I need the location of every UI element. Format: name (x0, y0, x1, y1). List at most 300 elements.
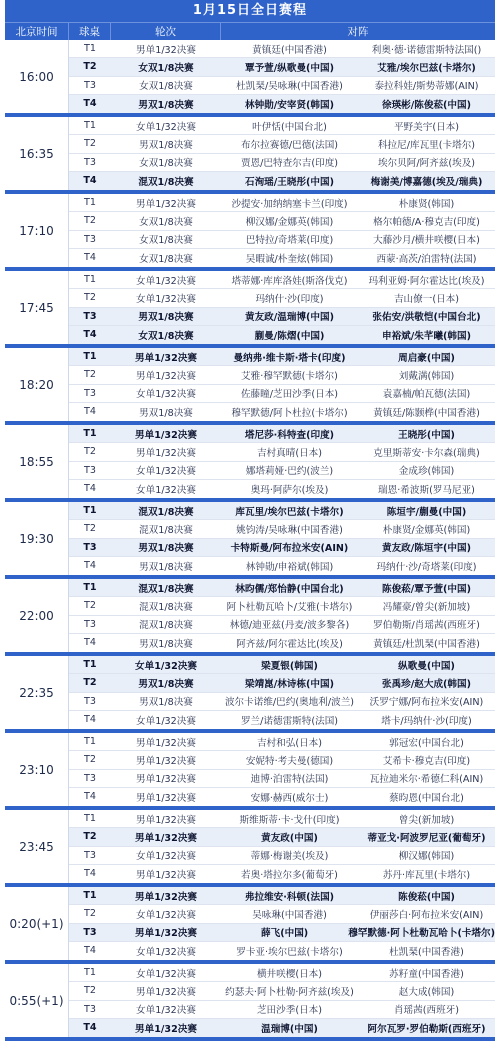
table-number: T2 (84, 446, 96, 458)
table-number: T2 (83, 677, 97, 689)
table-number: T1 (84, 967, 96, 979)
player-right: 蒂亚戈·阿波罗尼亚(葡萄牙) (367, 832, 486, 844)
match-row (69, 733, 495, 751)
header-time: 北京时间 (5, 23, 69, 40)
match-row (69, 194, 495, 212)
match-row (69, 982, 495, 1000)
player-right: 沃罗宁娜/阿布拉米安(AIN) (369, 697, 484, 709)
match-rows (69, 271, 495, 344)
player-left: 穆罕默德/阿卜杜拉(卡塔尔) (231, 407, 348, 419)
time-slot: 0:20(+1) (5, 887, 69, 960)
time-block (5, 733, 495, 810)
match-rows (69, 964, 495, 1037)
round-label: 混双1/8决赛 (138, 506, 194, 518)
round-label: 男双1/8决赛 (138, 678, 194, 690)
round-label: 混双1/8决赛 (138, 583, 194, 595)
player-right: 瓦拉迪米尔·希德仁科(AIN) (369, 774, 484, 786)
player-left: 梁靖崑/林诗栋(中国) (244, 678, 335, 690)
player-left: 约瑟夫·阿卜杜勒·阿齐兹(埃及) (225, 986, 354, 998)
player-right: 曾尖(新加坡) (398, 814, 455, 826)
match-rows (69, 40, 495, 113)
match-row (69, 117, 495, 135)
round-label: 女双1/8决赛 (138, 330, 194, 342)
page-title: 1月15日全日赛程 (5, 0, 495, 22)
match-row (69, 770, 495, 788)
player-left: 罗兰/诺德雷斯特(法国) (240, 715, 339, 727)
player-right: 平野美宇(日本) (393, 121, 460, 133)
player-left: 艾雅·穆罕默德(卡塔尔) (241, 370, 338, 382)
match-rows (69, 502, 495, 575)
table-number: T3 (84, 695, 96, 707)
player-right: 埃尔贝阿/阿齐兹(埃及) (377, 158, 476, 170)
round-label: 女单1/32决赛 (136, 121, 196, 133)
time-slot: 0:55(+1) (5, 964, 69, 1037)
player-right: 金成珍(韩国) (398, 466, 455, 478)
round-label: 男双1/8决赛 (139, 697, 193, 709)
table-number: T4 (84, 868, 96, 880)
table-number: T4 (84, 252, 96, 264)
table-number: T4 (83, 175, 97, 187)
round-label: 女双1/8决赛 (138, 62, 194, 74)
table-number: T3 (84, 618, 96, 630)
time-slot: 22:00 (5, 579, 69, 652)
round-label: 男双1/8决赛 (138, 99, 194, 111)
player-right: 梅谢美/博嘉德(埃及/瑞典) (370, 176, 483, 188)
time-slot: 16:35 (5, 117, 69, 190)
match-row (69, 40, 495, 58)
time-block (5, 656, 495, 733)
table-number: T4 (84, 714, 96, 726)
match-row (69, 616, 495, 634)
match-row (69, 77, 495, 95)
player-left: 蒂娜·梅谢美(埃及) (250, 851, 329, 863)
match-row (69, 597, 495, 615)
time-slot: 18:55 (5, 425, 69, 498)
match-row (69, 905, 495, 923)
player-left: 黄友政/温瑞博(中国) (244, 312, 335, 324)
player-right: 瑞恩·希波斯(罗马尼亚) (378, 484, 475, 496)
table-number: T2 (84, 138, 96, 150)
round-label: 女单1/32决赛 (136, 946, 196, 958)
match-row (69, 462, 495, 480)
match-row (69, 308, 495, 326)
match-row (69, 135, 495, 153)
player-right: 吉山僚一(日本) (393, 293, 460, 305)
match-row (69, 557, 495, 575)
round-label: 女单1/32决赛 (136, 293, 196, 305)
round-label: 女单1/32决赛 (135, 660, 197, 672)
player-left: 蒯曼/陈熠(中国) (254, 330, 325, 342)
player-right: 玛利亚姆·阿尔霍达比(埃及) (368, 275, 485, 287)
round-label: 男单1/32决赛 (135, 891, 197, 903)
table-number: T2 (84, 523, 96, 535)
match-rows (69, 656, 495, 729)
time-slot: 18:20 (5, 348, 69, 421)
time-block (5, 964, 495, 1041)
header-table: 球桌 (69, 23, 111, 40)
header-matchup: 对阵 (347, 26, 369, 38)
round-label: 男单1/32决赛 (136, 774, 196, 786)
match-rows (69, 117, 495, 190)
player-left: 吴暇诚/朴奎炫(韩国) (245, 253, 334, 265)
round-label: 混双1/8决赛 (139, 601, 193, 613)
player-right: 罗伯勒斯/肖瑶茜(西班牙) (373, 620, 480, 632)
match-row (69, 539, 495, 557)
player-right: 杜凯琹(中国香港) (389, 946, 464, 958)
player-left: 斯维斯蒂·卡·戈什(印度) (239, 814, 340, 826)
round-label: 男单1/32决赛 (135, 832, 197, 844)
match-row (69, 751, 495, 769)
round-label: 男单1/32决赛 (136, 792, 196, 804)
time-block (5, 40, 495, 117)
player-left: 罗卡亚·埃尔巴兹(卡塔尔) (236, 946, 343, 958)
player-right: 陈俊菘/覃予萱(中国) (381, 583, 472, 595)
player-right: 张禹珍/赵大成(韩国) (381, 678, 472, 690)
player-right: 艾希卡·穆克吉(印度) (382, 755, 471, 767)
round-label: 男双1/8决赛 (139, 638, 193, 650)
player-left: 弗拉维安·科顿(法国) (244, 891, 335, 903)
match-row (69, 326, 495, 344)
time-slot: 19:30 (5, 502, 69, 575)
player-right: 科拉尼/库瓦里(卡塔尔) (377, 139, 476, 151)
table-number: T4 (83, 329, 97, 341)
round-label: 女单1/32决赛 (136, 466, 196, 478)
round-label: 女单1/32决赛 (136, 851, 196, 863)
match-rows (69, 733, 495, 806)
table-number: T2 (83, 831, 97, 843)
table-number: T3 (84, 464, 96, 476)
table-number: T2 (84, 908, 96, 920)
round-label: 男双1/8决赛 (139, 139, 193, 151)
match-row (69, 289, 495, 307)
round-label: 男单1/32决赛 (136, 755, 196, 767)
table-number: T3 (84, 772, 96, 784)
match-row (69, 231, 495, 249)
round-label: 女单1/32决赛 (136, 715, 196, 727)
table-number: T3 (84, 233, 96, 245)
player-left: 林德/迪亚兹(丹麦/波多黎各) (229, 620, 350, 632)
round-label: 女单1/32决赛 (136, 484, 196, 496)
time-block (5, 425, 495, 502)
time-slot: 17:10 (5, 194, 69, 267)
player-right: 苏籽童(中国香港) (389, 968, 464, 980)
table-number: T3 (83, 926, 97, 938)
player-left: 卡特斯曼/阿布拉米安(AIN) (230, 543, 349, 555)
player-left: 吉村和弘(日本) (256, 737, 323, 749)
player-right: 苏丹·库瓦里(卡塔尔) (382, 869, 471, 881)
player-right: 黄镇廷/杜凯琹(中国香港) (373, 638, 480, 650)
player-left: 杜凯琹/吴咏琳(中国香港) (236, 81, 343, 93)
match-row (69, 366, 495, 384)
round-label: 男单1/32决赛 (135, 429, 197, 441)
match-row (69, 1019, 495, 1037)
time-block (5, 348, 495, 425)
table-number: T1 (83, 659, 97, 671)
player-right: 克里斯蒂安·卡尔森(瑞典) (373, 447, 480, 459)
match-row (69, 1001, 495, 1019)
player-right: 郭冠宏(中国台北) (389, 737, 464, 749)
match-row (69, 964, 495, 982)
table-number: T2 (83, 61, 97, 73)
round-label: 男单1/32决赛 (136, 814, 196, 826)
header-round: 轮次 (111, 23, 221, 40)
player-right: 大藤沙月/横井咲樱(日本) (373, 235, 480, 247)
round-label: 男双1/8决赛 (138, 543, 194, 555)
table-number: T3 (83, 541, 97, 553)
player-right: 肖瑶茜(西班牙) (393, 1005, 460, 1017)
time-slot: 16:00 (5, 40, 69, 113)
round-label: 男双1/8决赛 (138, 312, 194, 324)
player-right: 朴康贤/金娜英(韩国) (382, 524, 471, 536)
match-row (69, 693, 495, 711)
player-left: 吴咏琳(中国香港) (252, 909, 327, 921)
match-row (69, 887, 495, 905)
round-label: 男单1/32决赛 (136, 370, 196, 382)
time-slot: 17:45 (5, 271, 69, 344)
player-right: 张佑安/洪敬恺(中国台北) (372, 312, 481, 324)
time-block (5, 810, 495, 887)
round-label: 男单1/32决赛 (136, 447, 196, 459)
table-number: T2 (84, 985, 96, 997)
player-left: 姚钧涛/吴咏琳(中国香港) (236, 524, 343, 536)
table-number: T2 (84, 292, 96, 304)
match-row (69, 212, 495, 230)
round-label: 女单1/32决赛 (136, 1005, 196, 1017)
player-right: 阿尔瓦罗·罗伯勒斯(西班牙) (367, 1023, 486, 1035)
table-number: T3 (84, 387, 96, 399)
round-label: 男单1/32决赛 (136, 869, 196, 881)
player-left: 库瓦里/埃尔巴兹(卡塔尔) (235, 506, 344, 518)
player-right: 柳汉娜(韩国) (398, 851, 455, 863)
match-row (69, 154, 495, 172)
match-row (69, 788, 495, 806)
player-right: 格尔帕德/A·穆克吉(印度) (373, 216, 480, 228)
player-left: 波尔卡诺维/巴约(奥地利/波兰) (224, 697, 355, 709)
table-number: T4 (83, 1022, 97, 1034)
round-label: 混双1/8决赛 (139, 524, 193, 536)
table-number: T1 (83, 351, 97, 363)
player-right: 黄友政/陈垣宇(中国) (381, 543, 472, 555)
player-left: 梁夏银(韩国) (261, 660, 318, 672)
round-label: 男双1/8决赛 (139, 407, 193, 419)
player-left: 吉村真晴(日本) (256, 447, 323, 459)
player-left: 阿齐兹/阿尔霍达比(埃及) (236, 638, 343, 650)
player-right: 朴康贤(韩国) (398, 198, 455, 210)
table-number: T4 (84, 483, 96, 495)
round-label: 男单1/32决赛 (136, 44, 196, 56)
table-number: T2 (84, 369, 96, 381)
time-block (5, 271, 495, 348)
round-label: 混双1/8决赛 (139, 620, 193, 632)
player-right: 泰拉科娃/斯势蒂娜(AIN) (374, 81, 479, 93)
round-label: 女单1/32决赛 (136, 968, 196, 980)
table-number: T2 (84, 215, 96, 227)
player-left: 叶伊恬(中国台北) (252, 121, 327, 133)
round-label: 女单1/32决赛 (136, 275, 196, 287)
round-label: 男单1/32决赛 (136, 737, 196, 749)
player-left: 覃予萱/纵歌曼(中国) (244, 62, 335, 74)
round-label: 男单1/32决赛 (136, 986, 196, 998)
table-number: T1 (84, 274, 96, 286)
player-left: 玛纳什·沙(印度) (255, 293, 324, 305)
player-right: 纵歌曼(中国) (398, 660, 455, 672)
player-right: 塔卡/玛纳什·沙(印度) (381, 715, 472, 727)
player-right: 艾雅/埃尔巴兹(卡塔尔) (377, 62, 476, 74)
round-label: 混双1/8决赛 (138, 176, 194, 188)
round-label: 男双1/8决赛 (139, 561, 193, 573)
player-left: 柳汉娜/金娜英(韩国) (245, 216, 334, 228)
table-number: T3 (84, 79, 96, 91)
match-row (69, 847, 495, 865)
match-rows (69, 194, 495, 267)
player-left: 塔尼莎·科特查(印度) (244, 429, 335, 441)
match-row (69, 385, 495, 403)
match-row (69, 865, 495, 883)
table-number: T2 (84, 600, 96, 612)
player-left: 曼纳弗·维卡斯·塔卡(印度) (233, 352, 346, 364)
player-right: 申裕斌/朱芊曦(韩国) (381, 330, 472, 342)
player-left: 石洵瑶/王晓彤(中国) (244, 176, 335, 188)
match-rows (69, 348, 495, 421)
match-rows (69, 425, 495, 498)
player-left: 林钟勋/安宰贤(韩国) (244, 99, 335, 111)
match-row (69, 425, 495, 443)
player-left: 安娜·赫西(威尔士) (250, 792, 329, 804)
round-label: 男单1/32决赛 (136, 198, 196, 210)
table-number: T3 (84, 1003, 96, 1015)
player-right: 徐瑛彬/陈俊菘(中国) (381, 99, 472, 111)
round-label: 男单1/32决赛 (135, 352, 197, 364)
match-row (69, 579, 495, 597)
player-left: 阿卜杜勒瓦哈卜/艾雅(卡塔尔) (226, 601, 353, 613)
player-left: 佐藤瞳/芝田沙季(日本) (240, 389, 339, 401)
match-row (69, 249, 495, 267)
match-row (69, 172, 495, 190)
match-row (69, 711, 495, 729)
table-number: T1 (83, 582, 97, 594)
round-label: 女单1/32决赛 (136, 909, 196, 921)
player-left: 贾恩/巴特查尔吉(印度) (240, 158, 339, 170)
player-right: 王晓彤(中国) (398, 429, 455, 441)
time-slot: 23:45 (5, 810, 69, 883)
schedule-body (5, 40, 495, 1041)
time-slot: 22:35 (5, 656, 69, 729)
table-number: T4 (84, 406, 96, 418)
player-right: 周启豪(中国) (398, 352, 455, 364)
player-right: 玛纳什·沙/奇塔莱(印度) (376, 561, 477, 573)
match-row (69, 810, 495, 828)
match-row (69, 480, 495, 498)
round-label: 女双1/8决赛 (139, 235, 193, 247)
player-left: 若奥·塔拉尔多(葡萄牙) (241, 869, 338, 881)
player-right: 伊丽莎白·阿布拉米安(AIN) (369, 909, 484, 921)
player-left: 林钟勋/申裕斌(韩国) (245, 561, 334, 573)
player-left: 奥玛·阿萨尔(埃及) (250, 484, 329, 496)
player-right: 冯耀豪/曾尖(新加坡) (382, 601, 471, 613)
player-left: 布尔拉赛德/巴德(法国) (240, 139, 339, 151)
player-right: 袁嘉楠/帕瓦德(法国) (382, 389, 471, 401)
player-left: 芝田沙季(日本) (256, 1005, 323, 1017)
table-number: T3 (84, 156, 96, 168)
player-left: 黄友政(中国) (261, 832, 318, 844)
table-number: T4 (84, 791, 96, 803)
table-number: T1 (83, 890, 97, 902)
table-number: T1 (84, 197, 96, 209)
round-label: 男单1/32决赛 (135, 1023, 197, 1035)
player-left: 迪博·泊雷特(法国) (250, 774, 329, 786)
table-header (5, 22, 495, 40)
match-row (69, 674, 495, 692)
round-label: 女双1/8决赛 (139, 81, 193, 93)
time-block (5, 887, 495, 964)
table-number: T1 (83, 428, 97, 440)
player-left: 横井咲樱(日本) (256, 968, 323, 980)
match-row (69, 942, 495, 960)
player-left: 温瑞博(中国) (261, 1023, 318, 1035)
round-label: 女双1/8决赛 (139, 216, 193, 228)
table-number: T1 (84, 813, 96, 825)
player-right: 黄镇廷/陈颢桦(中国香港) (373, 407, 480, 419)
match-row (69, 271, 495, 289)
time-block (5, 194, 495, 271)
table-number: T4 (83, 98, 97, 110)
round-label: 男单1/32决赛 (135, 928, 197, 940)
match-rows (69, 579, 495, 652)
table-number: T3 (84, 849, 96, 861)
player-left: 沙提安·加纳纳塞卡兰(印度) (231, 198, 348, 210)
match-row (69, 656, 495, 674)
table-number: T4 (84, 637, 96, 649)
time-block (5, 117, 495, 194)
player-left: 黄镇廷(中国香港) (252, 44, 327, 56)
player-left: 塔蒂娜·库库洛娃(斯洛伐克) (231, 275, 348, 287)
player-right: 陈垣宇/蒯曼(中国) (386, 506, 467, 518)
table-number: T1 (84, 43, 96, 55)
round-label: 女双1/8决赛 (139, 253, 193, 265)
player-right: 穆罕默德·阿卜杜勒瓦哈卜(卡塔尔) (348, 928, 495, 940)
time-slot: 23:10 (5, 733, 69, 806)
player-left: 安妮特·考夫曼(德国) (245, 755, 334, 767)
player-right: 陈俊菘(中国) (398, 891, 455, 903)
player-right: 赵大成(韩国) (398, 986, 455, 998)
match-row (69, 924, 495, 942)
player-right: 刘戴满(韩国) (398, 370, 455, 382)
table-number: T4 (84, 560, 96, 572)
round-label: 女双1/8决赛 (139, 158, 193, 170)
match-row (69, 520, 495, 538)
table-number: T1 (84, 120, 96, 132)
table-number: T2 (84, 754, 96, 766)
player-left: 薛飞(中国) (261, 928, 309, 940)
time-block (5, 502, 495, 579)
table-number: T4 (84, 945, 96, 957)
match-row (69, 443, 495, 461)
player-right: 西蒙·高茨/泊雷特(法国) (376, 253, 477, 265)
match-row (69, 95, 495, 113)
player-left: 巴特拉/奇塔莱(印度) (245, 235, 334, 247)
table-number: T1 (84, 736, 96, 748)
match-row (69, 348, 495, 366)
match-row (69, 502, 495, 520)
player-left: 娜塔莉娅·巴约(波兰) (245, 466, 334, 478)
round-label: 女单1/32决赛 (136, 389, 196, 401)
table-number: T3 (83, 310, 97, 322)
player-right: 蔡昀恩(中国台北) (389, 792, 464, 804)
match-row (69, 403, 495, 421)
match-row (69, 58, 495, 76)
table-number: T1 (83, 505, 97, 517)
match-row (69, 634, 495, 652)
